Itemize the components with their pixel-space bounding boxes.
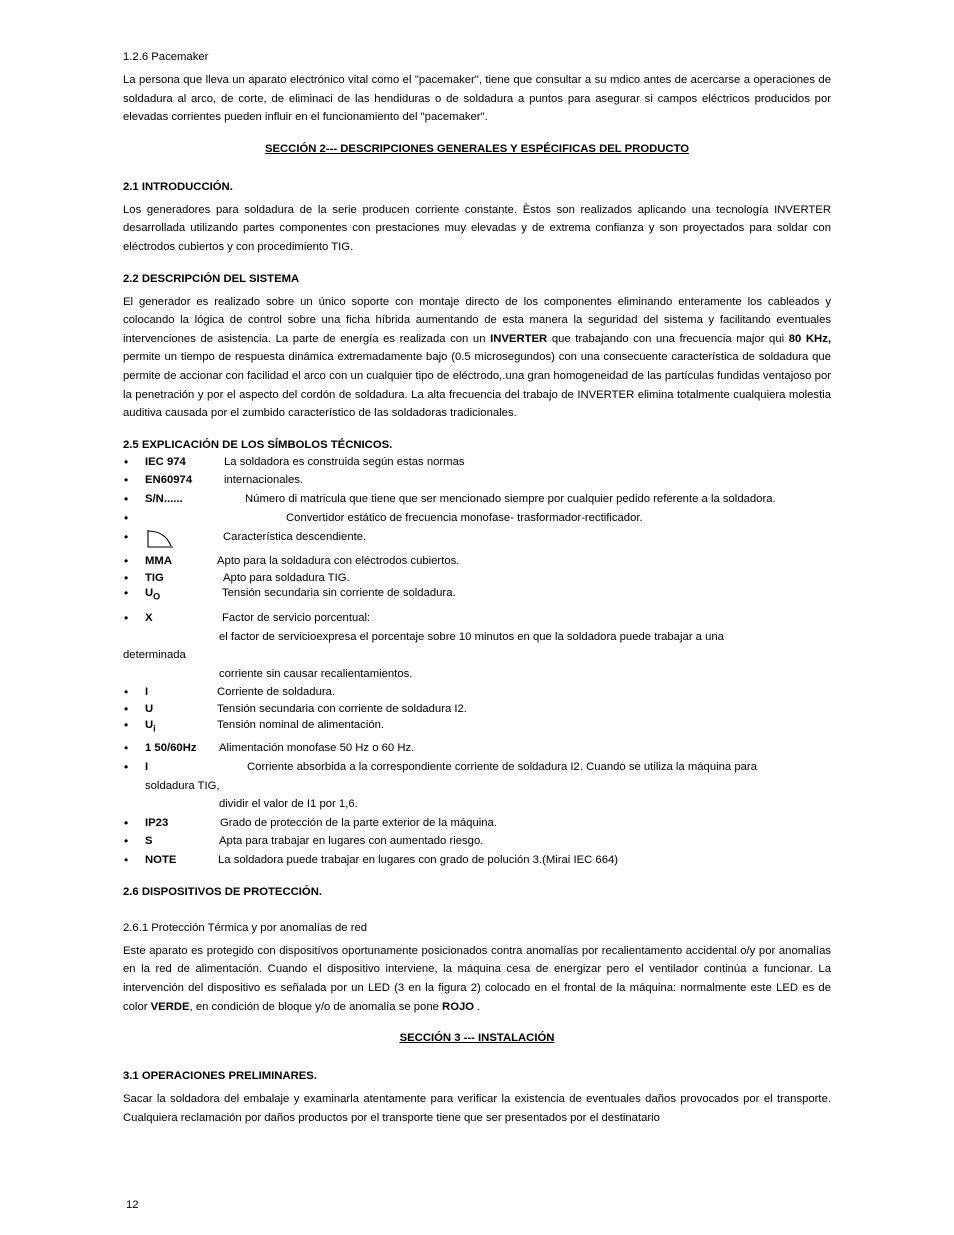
symbol-code: MMA: [145, 555, 172, 568]
symbol-description: Grado de protección de la parte exterior de la máquina.: [220, 816, 497, 829]
list-item: [123, 702, 831, 718]
symbol-description: Tensión nominal de alimentación.: [217, 718, 385, 731]
symbols-list-2: [123, 683, 831, 776]
heading-2-5: 2.5 EXPLICACIÓN DE LOS SÍMBOLOS TÉCNICOS.: [123, 438, 393, 451]
symbol-code: [145, 586, 222, 602]
symbol-code-sub: O: [153, 591, 161, 602]
symbol-code: S/N......: [145, 493, 183, 506]
heading-2-6: 2.6 DISPOSITIVOS DE PROTECCIÓN.: [123, 885, 322, 898]
text-run: permite un tiempo de respuesta dinámica extremadamente bajo (0.5 microsegundos) con una consecuente característica de soldadura que permite de accionar con facilidad el arco con un cualquier tipo de eléctrodo,.una gran homogeneidad de las partículas fundidas ventajoso por la penetración y por el aspecto del cordón de soldadura. La alta frecuencia del trabajo de INVERTER elimina totalmente cualquiera molestia auditiva causada por el zumbido característico de las soldadoras tradicionales.: [123, 351, 831, 420]
symbol-code: I: [145, 686, 149, 699]
symbol-description: Factor de servicio porcentual:: [222, 611, 371, 624]
page-content: [123, 49, 831, 1127]
symbol-description: Número di matricula que tiene que ser mencionado siempre por cualquier pedido referente a la soldadora.: [245, 493, 776, 506]
list-item: [123, 758, 831, 777]
text-run: El generador es realizado sobre un único soporte con montaje directo de los componentes eliminando enteramente los cableados y colocando la lógica de control sobre una ficha híbrida aumentando de esta manera la seguridad del sistema y facilitando eventuales intervenciones de asistencia. La parte de energía es realizada con un: [123, 295, 831, 345]
symbol-code: EN60974: [145, 474, 193, 487]
symbol-code: 1 50/60Hz: [145, 742, 197, 755]
text-run: que trabajando con una frecuencia major qui: [547, 332, 789, 345]
symbol-code: [145, 528, 223, 553]
list-item: [123, 609, 831, 628]
symbol-code: S: [145, 835, 153, 848]
symbol-code: [145, 718, 217, 734]
symbols-list-3: [123, 814, 831, 870]
paragraph-pacemaker: La persona que lleva un aparato electrónico vital como el "pacemaker", tiene que consultar a su mdico antes de acercarse a operaciones de soldadura al arco, de corte, de eliminaci de las hendiduras o de soldadura a puntos para asegurar si campos eléctricos producidos por elevadas corrientes pueden influir en el funcionamiento del "pacemaker".: [123, 74, 831, 124]
i1-note: dividir el valor de I1 por 1,6.: [219, 798, 358, 811]
symbol-code: IP23: [145, 816, 169, 829]
symbol-code: TIG: [145, 571, 164, 584]
heading-3-1: 3.1 OPERACIONES PRELIMINARES.: [123, 1070, 317, 1083]
paragraph-descripcion-sistema: [123, 293, 831, 423]
list-item: [123, 453, 831, 472]
heading-1-2-6: 1.2.6 Pacemaker: [123, 51, 209, 63]
text-run: , en condición de bloque y/o de anomalía se pone: [189, 1000, 443, 1013]
list-item: [123, 490, 831, 509]
symbol-description: Corriente de soldadura.: [217, 686, 336, 699]
symbol-code: X: [145, 611, 153, 624]
symbol-description: Apta para trabajar en lugares con aumentado riesgo.: [219, 835, 484, 848]
bold-inverter: INVERTER: [490, 332, 548, 345]
symbol-description: Alimentación monofase 50 Hz o 60 Hz.: [219, 742, 415, 755]
paragraph-proteccion-termica: [123, 942, 831, 1016]
page-number: 12: [126, 1199, 139, 1211]
symbol-code: IEC 974: [145, 455, 186, 468]
symbol-code-main: U: [145, 718, 154, 731]
symbol-description: Apto para la soldadura con eléctrodos cubiertos.: [217, 555, 460, 568]
paragraph-introduccion: Los generadores para soldadura de la serie producen corriente constante. Èstos son realizados aplicando una tecnología INVERTER desarrollada utilizando partes componentes con prestaciones muy elevadas y de extrema confianza y son proyectados para soldar con eléctrodos cubiertos y con procedimiento TIG.: [123, 203, 831, 253]
symbol-code-sub: i: [153, 722, 156, 733]
symbols-list: [123, 453, 831, 628]
section-3-title: SECCIÓN 3 --- INSTALACIÓN: [399, 1032, 555, 1045]
symbol-code: NOTE: [145, 854, 177, 867]
list-item: [123, 832, 831, 851]
bold-frequency: 80 KHz,: [788, 332, 831, 345]
text-run: .: [474, 1000, 481, 1013]
list-item: [123, 471, 831, 490]
list-item: [123, 552, 831, 571]
x-note-end: corriente sin causar recalientamientos.: [219, 667, 413, 680]
list-item: [123, 528, 831, 553]
symbol-code: U: [145, 703, 154, 716]
text-run: Este aparato es protegido con dispositívos oportunamente posicionados contra anomalías por recalientamento accidental o/y por anomalías en la red de alimentación. Cuando el dispositivo interviene, la máquina cesa de energizar pero el ventilador continúa a funcionar. La intervención del dispositivo es señalada por un LED (3 en la figura 2) colocado en el frontal de la máquina: normalmente este LED es de color: [123, 944, 831, 1013]
symbol-description: Apto para soldadura TIG.: [223, 571, 350, 584]
paragraph-operaciones-preliminares: Sacar la soldadora del embalaje y examinarla atentamente para verificar la existencia de eventuales daños provocados por el transporte. Cualquiera reclamación por daños productos por el transporte tiene que ser presentados por el destinatario: [123, 1093, 831, 1124]
symbol-description: Corriente absorbida a la correspondiente corriente de soldadura I2. Cuando se utiliza la máquina para: [247, 760, 757, 773]
list-item: [123, 683, 831, 702]
bold-rojo: ROJO: [442, 1000, 475, 1013]
list-item: [123, 739, 831, 758]
symbol-description: internacionales.: [224, 474, 304, 487]
list-item: [123, 509, 831, 528]
bold-verde: VERDE: [150, 1000, 190, 1013]
symbol-code-main: U: [145, 587, 154, 600]
list-item: [123, 571, 831, 587]
list-item: [123, 586, 831, 602]
symbol-description: La soldadora puede trabajar en lugares con grado de polución 3.(Mirai IEC 664): [218, 854, 619, 867]
symbol-description: La soldadora es construida según estas normas: [224, 455, 465, 468]
list-item: [123, 814, 831, 833]
i1-continued: soldadura TIG,: [145, 779, 220, 792]
symbol-description: Convertidor estático de frecuencia monofase- trasformador-rectificador.: [286, 511, 643, 524]
heading-2-1: 2.1 INTRODUCCIÓN.: [123, 180, 233, 193]
symbol-code: I: [145, 760, 149, 773]
symbol-description: Tensión secundaria con corriente de soldadura I2.: [217, 703, 467, 716]
list-item: [123, 851, 831, 870]
section-2-title: SECCIÓN 2--- DESCRIPCIONES GENERALES Y ESPÉCIFICAS DEL PRODUCTO: [264, 142, 690, 155]
descending-curve-icon: [145, 528, 175, 550]
x-note-continued: determinada: [123, 649, 186, 662]
heading-2-2: 2.2 DESCRIPCIÓN DEL SISTEMA: [123, 272, 300, 285]
symbol-description: Tensión secundaria sin corriente de soldadura.: [222, 587, 456, 600]
symbol-description: Característica descendiente.: [223, 530, 367, 543]
heading-2-6-1: 2.6.1 Protección Térmica y por anomalías de red: [123, 921, 368, 934]
list-item: [123, 718, 831, 734]
x-note-line: el factor de servicioexpresa el porcentaje sobre 10 minutos en que la soldadora puede trabajar a una: [219, 630, 724, 643]
